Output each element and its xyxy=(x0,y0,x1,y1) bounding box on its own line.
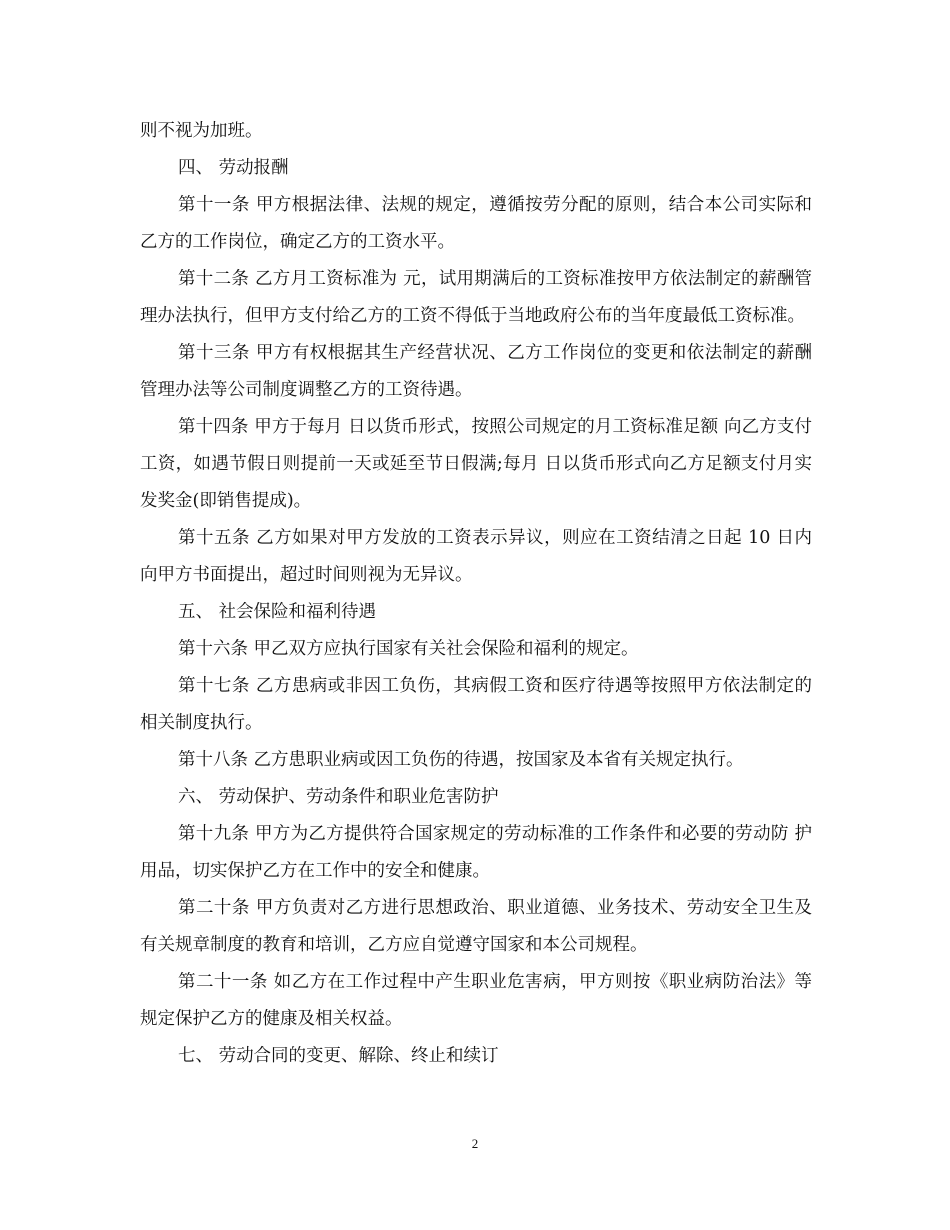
article-15: 第十五条 乙方如果对甲方发放的工资表示异议，则应在工资结清之日起 10 日内 向甲方书面提出，超过时间则视为无异议。 xyxy=(140,528,818,585)
article-18: 第十八条 乙方患职业病或因工负伤的待遇，按国家及本省有关规定执行。 xyxy=(178,750,744,770)
paragraph-continuation: 则不视为加班。 xyxy=(140,121,263,141)
section-heading-4: 四、 劳动报酬 xyxy=(178,158,289,178)
article-17: 第十七条 乙方患病或非因工负伤，其病假工资和医疗待遇等按照甲方依法制定的 相关制度执行。 xyxy=(140,676,818,733)
section-heading-5: 五、 社会保险和福利待遇 xyxy=(178,602,377,622)
article-11: 第十一条 甲方根据法律、法规的规定，遵循按劳分配的原则，结合本公司实际和 乙方的工作岗位，确定乙方的工资水平。 xyxy=(140,195,818,252)
section-heading-7: 七、 劳动合同的变更、解除、终止和续订 xyxy=(178,1046,499,1066)
article-13: 第十三条 甲方有权根据其生产经营状况、乙方工作岗位的变更和依法制定的薪酬管理办法等公司制度调整乙方的工资待遇。 xyxy=(140,343,812,400)
article-16: 第十六条 甲乙双方应执行国家有关社会保险和福利的规定。 xyxy=(178,639,639,659)
page-number: 2 xyxy=(471,1136,479,1151)
article-14: 第十四条 甲方于每月 日以货币形式，按照公司规定的月工资标准足额 向乙方支付工资，如遇节假日则提前一天或延至节日假满;每月 日以货币形式向乙方足额支付月实发奖金(即销售提成)。 xyxy=(140,417,812,511)
section-heading-6: 六、 劳动保护、劳动条件和职业危害防护 xyxy=(178,787,499,807)
article-20: 第二十条 甲方负责对乙方进行思想政治、职业道德、业务技术、劳动安全卫生及 有关规章制度的教育和培训，乙方应自觉遵守国家和本公司规程。 xyxy=(140,898,818,955)
article-21: 第二十一条 如乙方在工作过程中产生职业危害病，甲方则按《职业病防治法》等 规定保护乙方的健康及相关权益。 xyxy=(140,972,818,1029)
document-body xyxy=(140,113,818,1075)
article-19: 第十九条 甲方为乙方提供符合国家规定的劳动标准的工作条件和必要的劳动防 护用品，切实保护乙方在工作中的安全和健康。 xyxy=(140,824,812,881)
article-12: 第十二条 乙方月工资标准为 元，试用期满后的工资标准按甲方依法制定的薪酬管理办法执行，但甲方支付给乙方的工资不得低于当地政府公布的当年度最低工资标准。 xyxy=(140,269,812,326)
